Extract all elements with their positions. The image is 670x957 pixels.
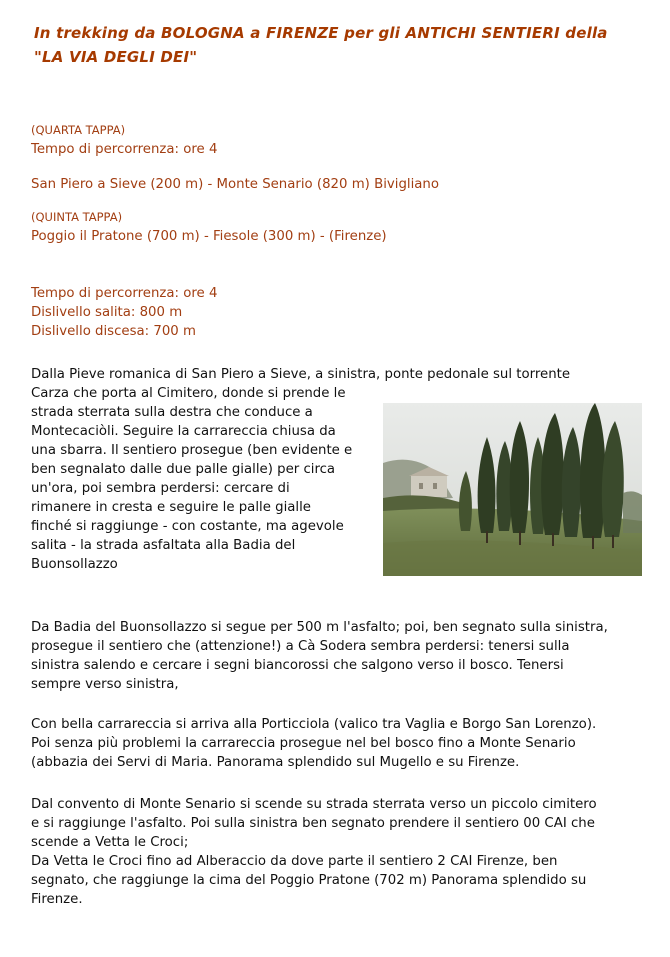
title-line-2: "LA VIA DEGLI DEI" — [34, 48, 198, 66]
p2-line: prosegue il sentiero che (attenzione!) a Cà Sodera sembra perdersi: tenersi sulla — [31, 639, 570, 654]
p2-line: Da Badia del Buonsollazzo si segue per 500 m l'asfalto; poi, ben segnato sulla sinistra, — [31, 620, 608, 635]
stage-5-stats — [31, 284, 217, 341]
p4-line: Dal convento di Monte Senario si scende su strada sterrata verso un piccolo cimitero — [31, 797, 597, 812]
stage-4-time: Tempo di percorrenza: ore 4 — [31, 142, 218, 157]
p1-line: Dalla Pieve romanica di San Piero a Sieve, a sinistra, ponte pedonale sul torrente — [31, 367, 571, 382]
stage-5-header — [31, 208, 387, 246]
stage-5-time: Tempo di percorrenza: ore 4 — [31, 286, 218, 301]
p4-line: e si raggiunge l'asfalto. Poi sulla sinistra ben segnato prendere il sentiero 00 CAI che — [31, 816, 595, 831]
stage-4-label: (QUARTA TAPPA) — [31, 123, 126, 137]
stage-5-label: (QUINTA TAPPA) — [31, 210, 123, 224]
p1-line: finché si raggiunge - con costante, ma agevole — [31, 519, 344, 534]
p2-line: sinistra salendo e cercare i segni biancorossi che salgono verso il bosco. Tenersi — [31, 658, 564, 673]
p1-line: Montecaciòli. Seguire la carrareccia chiusa da — [31, 424, 336, 439]
p4-line: segnato, che raggiunge la cima del Poggio Pratone (702 m) Panorama splendido su — [31, 873, 587, 888]
p4-line: Da Vetta le Croci fino ad Alberaccio da dove parte il sentiero 2 CAI Firenze, ben — [31, 854, 558, 869]
p4-line: Firenze. — [31, 892, 83, 907]
stage-4-header — [31, 121, 217, 159]
stage-4-route-block — [31, 175, 439, 194]
p1-line: Carza che porta al Cimitero, donde si prende le — [31, 386, 346, 401]
stage-5-descent: Dislivello discesa: 700 m — [31, 324, 196, 339]
p1-line: un'ora, poi sembra perdersi: cercare di — [31, 481, 290, 496]
title-line-1: In trekking da BOLOGNA a FIRENZE per gli ANTICHI SENTIERI della — [34, 24, 608, 42]
p4-line: scende a Vetta le Croci; — [31, 835, 189, 850]
paragraph-2 — [31, 618, 643, 694]
stage-5-ascent: Dislivello salita: 800 m — [31, 305, 183, 320]
document-title — [34, 21, 654, 69]
p2-line: sempre verso sinistra, — [31, 677, 179, 692]
p1-line: salita - la strada asfaltata alla Badia del — [31, 538, 296, 553]
paragraph-4 — [31, 795, 643, 909]
paragraph-3 — [31, 715, 643, 772]
p3-line: Poi senza più problemi la carrareccia prosegue nel bel bosco fino a Monte Senario — [31, 736, 576, 751]
cypress-trees-photo — [383, 403, 642, 576]
stage-4-route: San Piero a Sieve (200 m) - Monte Senario (820 m) Bivigliano — [31, 177, 439, 192]
p3-line: (abbazia dei Servi di Maria. Panorama splendido sul Mugello e su Firenze. — [31, 755, 520, 770]
p1-line: strada sterrata sulla destra che conduce a — [31, 405, 313, 420]
stage-5-route: Poggio il Pratone (700 m) - Fiesole (300 m) - (Firenze) — [31, 229, 387, 244]
p1-line: una sbarra. Il sentiero prosegue (ben evidente e — [31, 443, 353, 458]
p1-line: Buonsollazzo — [31, 557, 118, 572]
p1-line: rimanere in cresta e seguire le palle gialle — [31, 500, 311, 515]
p3-line: Con bella carrareccia si arriva alla Porticciola (valico tra Vaglia e Borgo San Lorenzo). — [31, 717, 597, 732]
p1-line: ben segnalato dalle due palle gialle) per circa — [31, 462, 336, 477]
